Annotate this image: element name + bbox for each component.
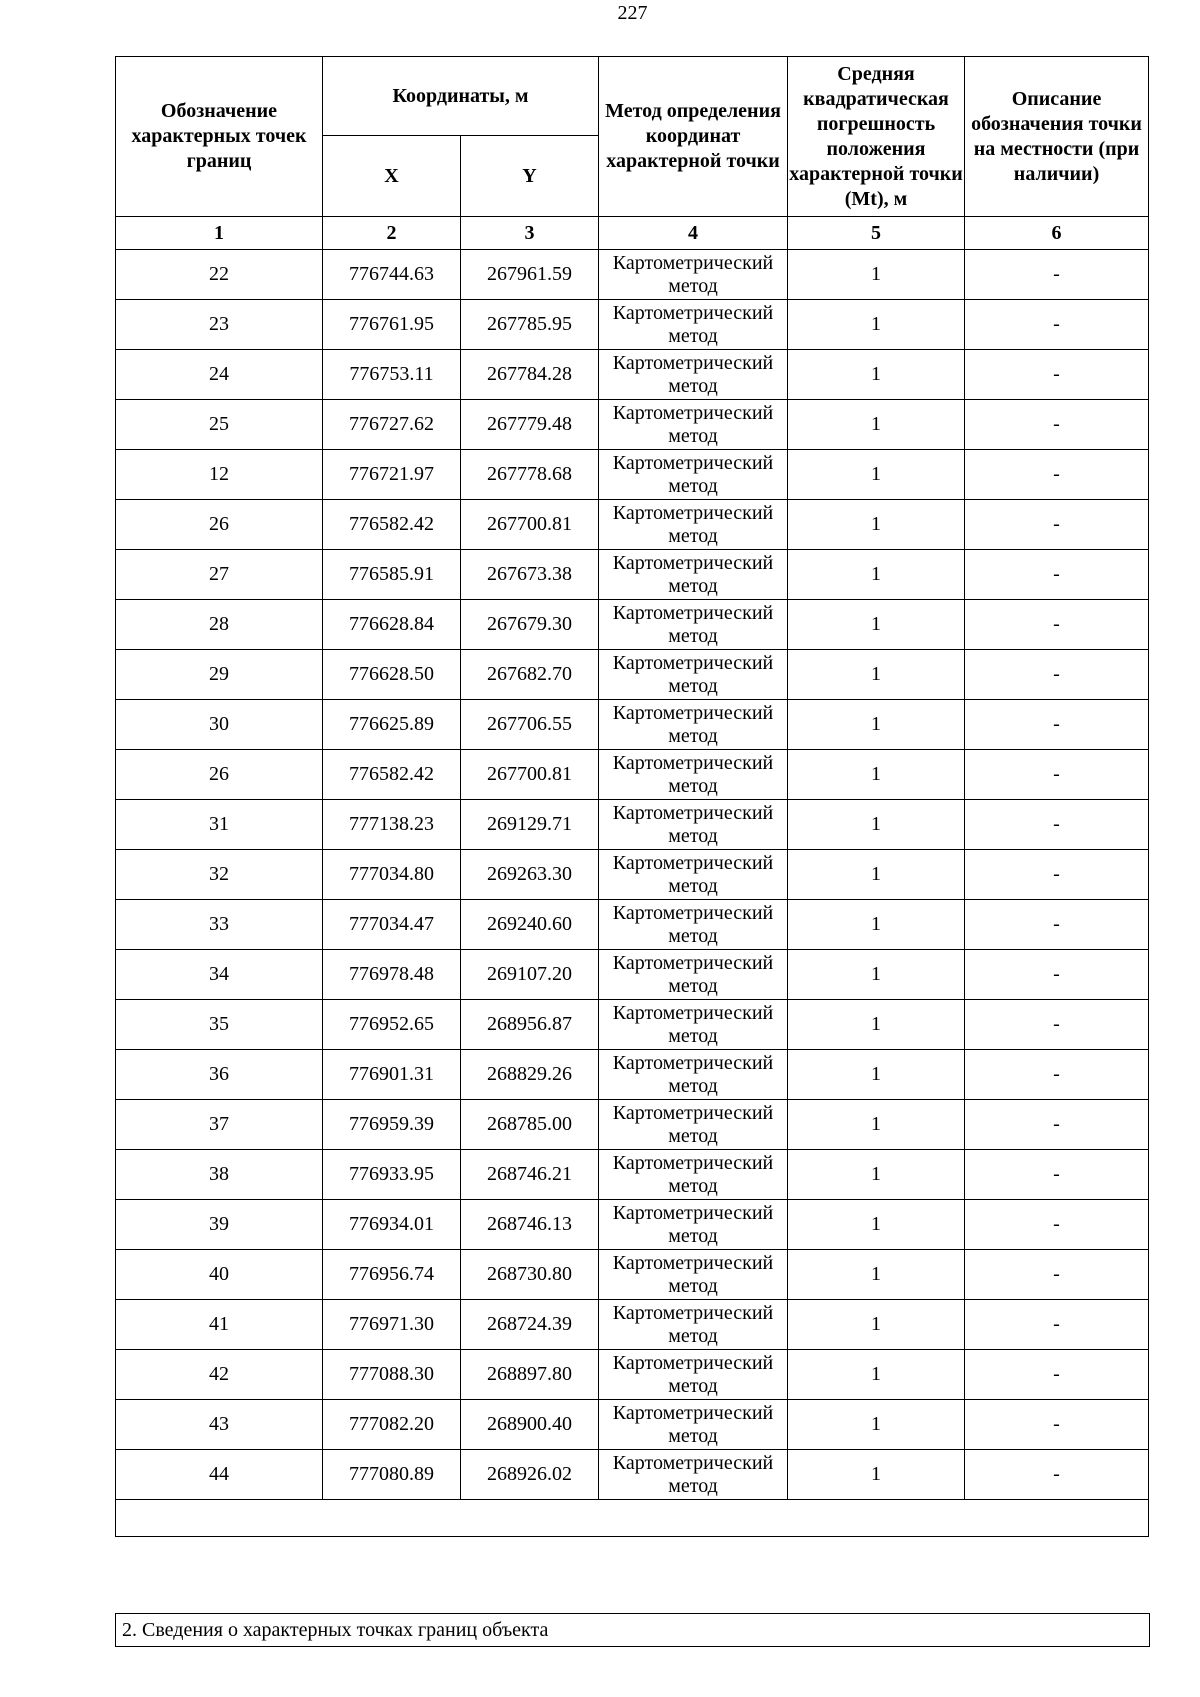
point-cell: 36 — [116, 1050, 323, 1100]
table-row — [116, 850, 1149, 900]
accuracy-cell: 1 — [788, 1150, 965, 1200]
method-cell: Картометрический метод — [599, 1350, 788, 1400]
point-cell: 28 — [116, 600, 323, 650]
x-coordinate-cell: 776901.31 — [323, 1050, 461, 1100]
point-cell: 43 — [116, 1400, 323, 1450]
y-coordinate-cell: 268897.80 — [461, 1350, 599, 1400]
y-coordinate-cell: 268926.02 — [461, 1450, 599, 1500]
table-row — [116, 800, 1149, 850]
table-row — [116, 450, 1149, 500]
point-cell: 33 — [116, 900, 323, 950]
point-cell: 35 — [116, 1000, 323, 1050]
table-row — [116, 250, 1149, 300]
method-cell: Картометрический метод — [599, 850, 788, 900]
page-number: 227 — [617, 2, 648, 24]
x-coordinate-cell: 776978.48 — [323, 950, 461, 1000]
column-number: 2 — [323, 217, 461, 250]
table-row — [116, 1300, 1149, 1350]
description-cell: - — [965, 1450, 1149, 1500]
accuracy-cell: 1 — [788, 450, 965, 500]
point-cell: 32 — [116, 850, 323, 900]
table-row — [116, 1100, 1149, 1150]
method-cell: Картометрический метод — [599, 250, 788, 300]
y-coordinate-cell: 268900.40 — [461, 1400, 599, 1450]
accuracy-cell: 1 — [788, 1050, 965, 1100]
table-body — [116, 250, 1149, 1500]
description-cell: - — [965, 350, 1149, 400]
table-row — [116, 550, 1149, 600]
table-row — [116, 1350, 1149, 1400]
x-coordinate-cell: 776585.91 — [323, 550, 461, 600]
y-coordinate-cell: 268746.21 — [461, 1150, 599, 1200]
description-cell: - — [965, 1300, 1149, 1350]
y-coordinate-cell: 268956.87 — [461, 1000, 599, 1050]
accuracy-cell: 1 — [788, 550, 965, 600]
method-cell: Картометрический метод — [599, 450, 788, 500]
y-coordinate-cell: 268730.80 — [461, 1250, 599, 1300]
table-row — [116, 1000, 1149, 1050]
column-number: 6 — [965, 217, 1149, 250]
y-coordinate-cell: 268746.13 — [461, 1200, 599, 1250]
description-cell: - — [965, 1050, 1149, 1100]
accuracy-cell: 1 — [788, 850, 965, 900]
point-cell: 27 — [116, 550, 323, 600]
description-cell: - — [965, 900, 1149, 950]
point-cell: 31 — [116, 800, 323, 850]
accuracy-cell: 1 — [788, 750, 965, 800]
description-cell: - — [965, 1150, 1149, 1200]
column-number: 4 — [599, 217, 788, 250]
x-coordinate-cell: 777082.20 — [323, 1400, 461, 1450]
y-coordinate-cell: 267961.59 — [461, 250, 599, 300]
x-coordinate-cell: 776761.95 — [323, 300, 461, 350]
description-cell: - — [965, 750, 1149, 800]
y-coordinate-cell: 268785.00 — [461, 1100, 599, 1150]
description-cell: - — [965, 600, 1149, 650]
description-cell: - — [965, 800, 1149, 850]
method-cell: Картометрический метод — [599, 1200, 788, 1250]
x-coordinate-cell: 776971.30 — [323, 1300, 461, 1350]
point-cell: 41 — [116, 1300, 323, 1350]
x-coordinate-cell: 776625.89 — [323, 700, 461, 750]
y-coordinate-cell: 269129.71 — [461, 800, 599, 850]
method-cell: Картометрический метод — [599, 1150, 788, 1200]
point-cell: 26 — [116, 500, 323, 550]
method-cell: Картометрический метод — [599, 1050, 788, 1100]
method-cell: Картометрический метод — [599, 1400, 788, 1450]
description-cell: - — [965, 1200, 1149, 1250]
y-coordinate-cell: 267779.48 — [461, 400, 599, 450]
method-cell: Картометрический метод — [599, 900, 788, 950]
description-cell: - — [965, 650, 1149, 700]
description-cell: - — [965, 700, 1149, 750]
table-row — [116, 400, 1149, 450]
point-cell: 40 — [116, 1250, 323, 1300]
accuracy-cell: 1 — [788, 500, 965, 550]
method-cell: Картометрический метод — [599, 750, 788, 800]
table-row — [116, 500, 1149, 550]
accuracy-cell: 1 — [788, 650, 965, 700]
table-row — [116, 1150, 1149, 1200]
method-cell: Картометрический метод — [599, 300, 788, 350]
empty-table-row — [116, 1500, 1149, 1537]
table-row — [116, 950, 1149, 1000]
y-coordinate-cell: 267700.81 — [461, 750, 599, 800]
table-row — [116, 350, 1149, 400]
point-cell: 23 — [116, 300, 323, 350]
x-coordinate-cell: 776727.62 — [323, 400, 461, 450]
accuracy-cell: 1 — [788, 1350, 965, 1400]
x-coordinate-cell: 776956.74 — [323, 1250, 461, 1300]
table-row — [116, 1400, 1149, 1450]
table-row — [116, 750, 1149, 800]
accuracy-cell: 1 — [788, 300, 965, 350]
y-coordinate-cell: 269107.20 — [461, 950, 599, 1000]
y-coordinate-cell: 267682.70 — [461, 650, 599, 700]
x-coordinate-cell: 776952.65 — [323, 1000, 461, 1050]
description-cell: - — [965, 1250, 1149, 1300]
point-cell: 25 — [116, 400, 323, 450]
point-cell: 24 — [116, 350, 323, 400]
table-row — [116, 300, 1149, 350]
accuracy-cell: 1 — [788, 1450, 965, 1500]
column-number: 1 — [116, 217, 323, 250]
point-cell: 29 — [116, 650, 323, 700]
description-cell: - — [965, 950, 1149, 1000]
point-cell: 39 — [116, 1200, 323, 1250]
method-cell: Картометрический метод — [599, 1000, 788, 1050]
x-coordinate-cell: 776721.97 — [323, 450, 461, 500]
x-coordinate-cell: 776744.63 — [323, 250, 461, 300]
accuracy-cell: 1 — [788, 1400, 965, 1450]
method-cell: Картометрический метод — [599, 500, 788, 550]
table-row — [116, 900, 1149, 950]
header-x: X — [323, 136, 461, 217]
y-coordinate-cell: 267785.95 — [461, 300, 599, 350]
y-coordinate-cell: 267706.55 — [461, 700, 599, 750]
boundary-points-table — [115, 56, 1149, 1537]
y-coordinate-cell: 267784.28 — [461, 350, 599, 400]
header-designation: Обозначение характерных точек границ — [116, 57, 323, 217]
table-row — [116, 650, 1149, 700]
point-cell: 38 — [116, 1150, 323, 1200]
method-cell: Картометрический метод — [599, 950, 788, 1000]
x-coordinate-cell: 776934.01 — [323, 1200, 461, 1250]
accuracy-cell: 1 — [788, 1300, 965, 1350]
x-coordinate-cell: 777088.30 — [323, 1350, 461, 1400]
point-cell: 42 — [116, 1350, 323, 1400]
accuracy-cell: 1 — [788, 350, 965, 400]
x-coordinate-cell: 776959.39 — [323, 1100, 461, 1150]
header-coordinates: Координаты, м — [323, 57, 599, 136]
header-description: Описание обозначения точки на местности (при наличии) — [965, 57, 1149, 217]
table-row — [116, 1450, 1149, 1500]
method-cell: Картометрический метод — [599, 700, 788, 750]
point-cell: 37 — [116, 1100, 323, 1150]
x-coordinate-cell: 776582.42 — [323, 500, 461, 550]
description-cell: - — [965, 1000, 1149, 1050]
y-coordinate-cell: 267673.38 — [461, 550, 599, 600]
x-coordinate-cell: 776628.84 — [323, 600, 461, 650]
table-row — [116, 600, 1149, 650]
accuracy-cell: 1 — [788, 1250, 965, 1300]
x-coordinate-cell: 777138.23 — [323, 800, 461, 850]
accuracy-cell: 1 — [788, 250, 965, 300]
accuracy-cell: 1 — [788, 700, 965, 750]
column-number: 3 — [461, 217, 599, 250]
description-cell: - — [965, 300, 1149, 350]
section-2-title: 2. Сведения о характерных точках границ объекта — [115, 1613, 1150, 1647]
y-coordinate-cell: 268724.39 — [461, 1300, 599, 1350]
y-coordinate-cell: 269263.30 — [461, 850, 599, 900]
description-cell: - — [965, 500, 1149, 550]
table-row — [116, 1250, 1149, 1300]
x-coordinate-cell: 777034.80 — [323, 850, 461, 900]
accuracy-cell: 1 — [788, 900, 965, 950]
header-method: Метод определения координат характерной точки — [599, 57, 788, 217]
point-cell: 22 — [116, 250, 323, 300]
x-coordinate-cell: 776933.95 — [323, 1150, 461, 1200]
description-cell: - — [965, 1400, 1149, 1450]
point-cell: 44 — [116, 1450, 323, 1500]
header-y: Y — [461, 136, 599, 217]
description-cell: - — [965, 450, 1149, 500]
point-cell: 30 — [116, 700, 323, 750]
x-coordinate-cell: 776628.50 — [323, 650, 461, 700]
method-cell: Картометрический метод — [599, 1300, 788, 1350]
method-cell: Картометрический метод — [599, 1100, 788, 1150]
accuracy-cell: 1 — [788, 1100, 965, 1150]
table-row — [116, 1200, 1149, 1250]
method-cell: Картометрический метод — [599, 800, 788, 850]
column-numbers-row — [116, 217, 1149, 250]
table-row — [116, 700, 1149, 750]
y-coordinate-cell: 267700.81 — [461, 500, 599, 550]
method-cell: Картометрический метод — [599, 600, 788, 650]
method-cell: Картометрический метод — [599, 1450, 788, 1500]
method-cell: Картометрический метод — [599, 1250, 788, 1300]
column-number: 5 — [788, 217, 965, 250]
y-coordinate-cell: 267679.30 — [461, 600, 599, 650]
accuracy-cell: 1 — [788, 600, 965, 650]
y-coordinate-cell: 269240.60 — [461, 900, 599, 950]
description-cell: - — [965, 250, 1149, 300]
header-error: Средняя квадратическая погрешность положения характерной точки (Mt), м — [788, 57, 965, 217]
description-cell: - — [965, 1100, 1149, 1150]
table-row — [116, 1050, 1149, 1100]
point-cell: 26 — [116, 750, 323, 800]
accuracy-cell: 1 — [788, 1200, 965, 1250]
description-cell: - — [965, 850, 1149, 900]
description-cell: - — [965, 400, 1149, 450]
description-cell: - — [965, 550, 1149, 600]
x-coordinate-cell: 776582.42 — [323, 750, 461, 800]
y-coordinate-cell: 268829.26 — [461, 1050, 599, 1100]
method-cell: Картометрический метод — [599, 400, 788, 450]
accuracy-cell: 1 — [788, 950, 965, 1000]
x-coordinate-cell: 776753.11 — [323, 350, 461, 400]
point-cell: 34 — [116, 950, 323, 1000]
accuracy-cell: 1 — [788, 800, 965, 850]
x-coordinate-cell: 777034.47 — [323, 900, 461, 950]
method-cell: Картометрический метод — [599, 550, 788, 600]
empty-cell — [116, 1500, 1149, 1537]
description-cell: - — [965, 1350, 1149, 1400]
accuracy-cell: 1 — [788, 1000, 965, 1050]
method-cell: Картометрический метод — [599, 650, 788, 700]
accuracy-cell: 1 — [788, 400, 965, 450]
method-cell: Картометрический метод — [599, 350, 788, 400]
x-coordinate-cell: 777080.89 — [323, 1450, 461, 1500]
y-coordinate-cell: 267778.68 — [461, 450, 599, 500]
point-cell: 12 — [116, 450, 323, 500]
